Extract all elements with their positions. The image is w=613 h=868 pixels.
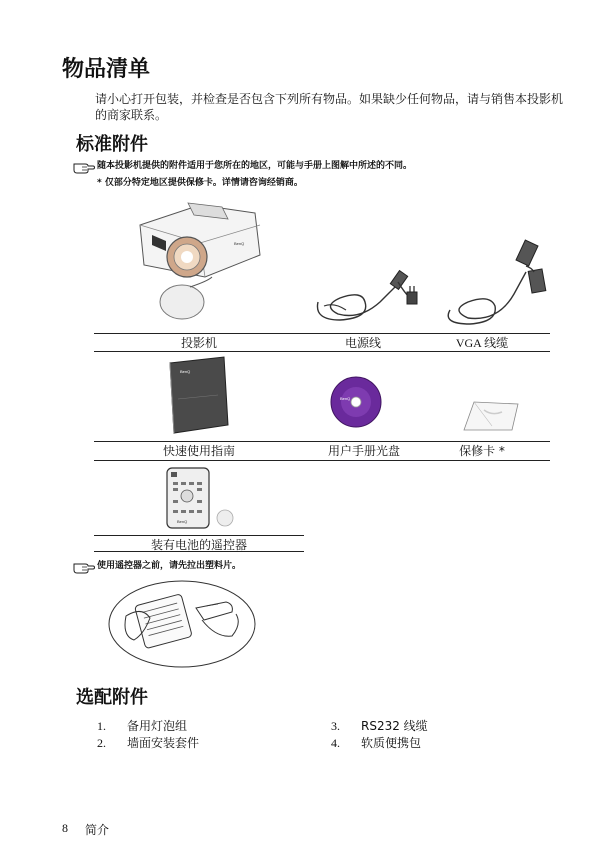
pointing-hand-icon	[73, 560, 95, 574]
divider	[94, 460, 550, 461]
note-pull-plastic-tab: 使用遥控器之前，请先拉出塑料片。	[97, 561, 242, 571]
caption-warranty-card: 保修卡 *	[459, 444, 505, 458]
power-cord-image	[310, 262, 420, 327]
quick-start-guide-image	[168, 355, 230, 435]
caption-projector: 投影机	[180, 336, 217, 350]
list-item-label: 墙面安装套件	[127, 736, 200, 750]
caption-vga-cable-text: VGA 线缆	[455, 336, 509, 350]
page-title: 物品清单	[62, 57, 151, 82]
note-warranty-card: * 仅部分特定地区提供保修卡。详情请咨询经销商。	[97, 178, 303, 188]
caption-quick-start-guide: 快速使用指南	[162, 444, 235, 458]
caption-user-manual-cd: 用户手册光盘	[327, 444, 400, 458]
caption-power-cord: 电源线	[344, 336, 381, 350]
optional-list-left	[97, 718, 199, 752]
list-item	[331, 718, 428, 735]
user-manual-cd-image	[330, 376, 382, 428]
warranty-card-image	[462, 398, 522, 434]
brand-logo-guide: BenQ	[180, 369, 191, 374]
divider	[94, 551, 304, 552]
pointing-hand-icon	[73, 160, 95, 174]
standard-accessories-heading: 标准附件	[76, 134, 148, 155]
list-item-label: 备用灯泡组	[127, 719, 188, 733]
projector-image	[130, 195, 265, 325]
list-item-number: 4.	[331, 736, 340, 750]
brand-logo-projector: BenQ	[234, 241, 245, 246]
list-item-number: 1.	[97, 719, 106, 733]
intro-paragraph: 请小心打开包装，并检查是否包含下列所有物品。如果缺少任何物品，请与销售本投影机的商家联系。	[95, 92, 564, 122]
page-number: 8	[62, 821, 68, 835]
remote-control-image	[165, 466, 243, 530]
caption-vga-cable	[432, 334, 532, 351]
vga-cable-image	[440, 232, 550, 327]
brand-logo-remote: BenQ	[177, 519, 188, 524]
list-item-number: 3.	[331, 719, 340, 733]
caption-remote-control: 装有电池的遥控器	[150, 538, 247, 552]
list-item-number: 2.	[97, 736, 106, 750]
remote-battery-tab-illustration	[106, 578, 258, 670]
list-item	[331, 735, 428, 752]
list-item	[97, 718, 199, 735]
list-item-label: 软质便携包	[361, 736, 422, 750]
list-item-label: RS232 线缆	[361, 719, 428, 733]
list-item	[97, 735, 199, 752]
note-regional-accessories: 随本投影机提供的附件适用于您所在的地区，可能与手册上图解中所述的不同。	[97, 161, 413, 171]
divider	[94, 351, 550, 352]
section-name: 简介	[85, 823, 110, 837]
optional-list-right	[331, 718, 428, 752]
optional-accessories-heading: 选配附件	[76, 687, 148, 708]
brand-logo-cd: BenQ	[340, 396, 351, 401]
